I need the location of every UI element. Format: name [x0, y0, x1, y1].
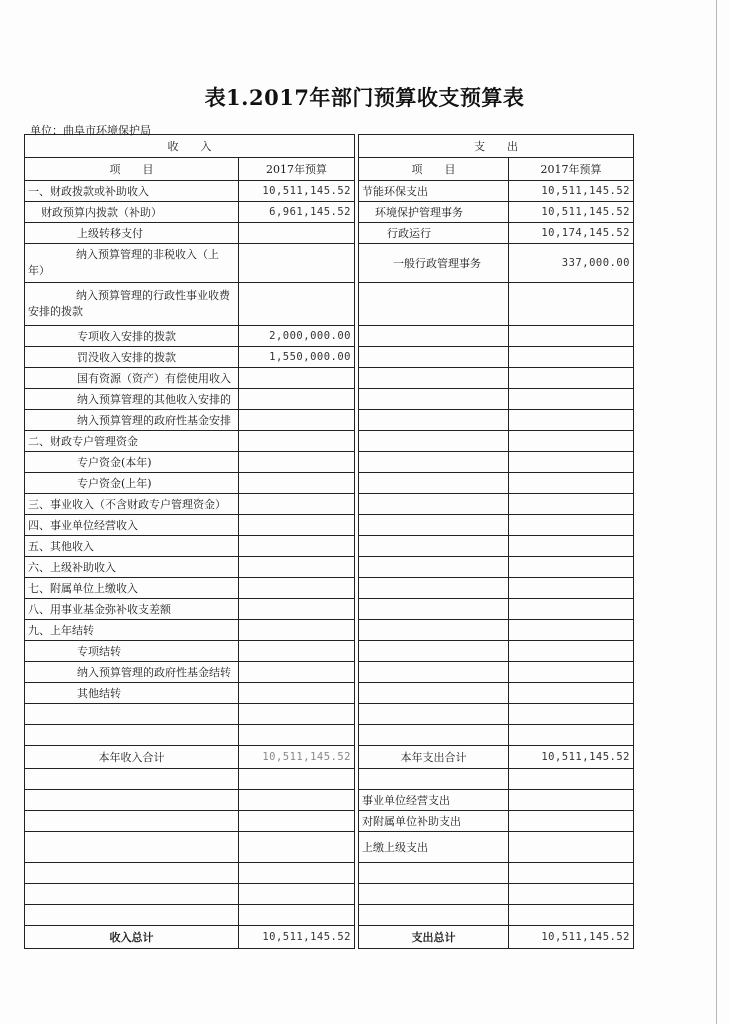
income-item-label: 二、财政专户管理资金 — [25, 431, 239, 452]
expense-extra-label: 上缴上级支出 — [359, 832, 509, 863]
income-item-label: 纳入预算管理的政府性基金安排 — [25, 410, 239, 431]
expense-item-label: 一般行政管理事务 — [359, 244, 509, 283]
expense-extra-label: 事业单位经营支出 — [359, 790, 509, 811]
income-item-value — [239, 578, 355, 599]
income-item-header: 项 目 — [25, 158, 239, 181]
header-row-columns — [25, 158, 634, 181]
table-row — [25, 599, 634, 620]
income-section-header: 收 入 — [25, 135, 355, 158]
income-item-label: 专项结转 — [25, 641, 239, 662]
table-row — [25, 410, 634, 431]
income-item-label: 专项收入安排的拨款 — [25, 326, 239, 347]
empty-row — [25, 725, 634, 746]
empty-row — [25, 905, 634, 926]
table-row — [25, 368, 634, 389]
table-row — [25, 452, 634, 473]
table-row — [25, 811, 634, 832]
income-item-value — [239, 557, 355, 578]
income-budget-header: 2017年预算 — [239, 158, 355, 181]
expense-grand-total-value: 10,511,145.52 — [509, 926, 634, 949]
table-row — [25, 620, 634, 641]
expense-year-total-label: 本年支出合计 — [359, 746, 509, 769]
table-row — [25, 326, 634, 347]
income-item-value — [239, 620, 355, 641]
income-item-label: 纳入预算管理的其他收入安排的 — [25, 389, 239, 410]
income-year-total-label: 本年收入合计 — [25, 746, 239, 769]
income-item-label: 四、事业单位经营收入 — [25, 515, 239, 536]
income-item-value: 10,511,145.52 — [239, 181, 355, 202]
income-grand-total-value: 10,511,145.52 — [239, 926, 355, 949]
budget-table — [24, 134, 634, 949]
table-row — [25, 662, 634, 683]
year-total-row — [25, 746, 634, 769]
income-item-value — [239, 536, 355, 557]
income-item-value: 6,961,145.52 — [239, 202, 355, 223]
table-row — [25, 790, 634, 811]
table-row — [25, 347, 634, 368]
income-item-label: 七、附属单位上缴收入 — [25, 578, 239, 599]
table-row — [25, 244, 634, 283]
income-item-label: 一、财政拨款或补助收入 — [25, 181, 239, 202]
income-item-label: 八、用事业基金弥补收支差额 — [25, 599, 239, 620]
table-row — [25, 431, 634, 452]
income-item-label: 九、上年结转 — [25, 620, 239, 641]
income-item-value — [239, 410, 355, 431]
income-year-total-value: 10,511,145.52 — [239, 746, 355, 769]
empty-row — [25, 704, 634, 725]
expense-item-label: 节能环保支出 — [359, 181, 509, 202]
scan-edge-line — [716, 0, 717, 1024]
table-row — [25, 832, 634, 863]
income-item-label: 国有资源（资产）有偿使用收入 — [25, 368, 239, 389]
expense-year-total-value: 10,511,145.52 — [509, 746, 634, 769]
grand-total-row — [25, 926, 634, 949]
table-row — [25, 283, 634, 326]
income-item-value — [239, 389, 355, 410]
unit-label: 单位： — [30, 124, 63, 137]
income-item-value — [239, 223, 355, 244]
income-item-value — [239, 244, 355, 283]
expense-budget-header: 2017年预算 — [509, 158, 634, 181]
income-item-label: 罚没收入安排的拨款 — [25, 347, 239, 368]
income-item-label: 其他结转 — [25, 683, 239, 704]
table-row — [25, 494, 634, 515]
expense-item-label: 环境保护管理事务 — [359, 202, 509, 223]
table-row — [25, 473, 634, 494]
table-row — [25, 641, 634, 662]
income-item-label: 纳入预算管理的非税收入（上年） — [25, 244, 239, 283]
income-item-label: 纳入预算管理的政府性基金结转 — [25, 662, 239, 683]
income-item-value — [239, 431, 355, 452]
table-row — [25, 223, 634, 244]
table-row — [25, 181, 634, 202]
expense-item-value: 10,511,145.52 — [509, 202, 634, 223]
expense-extra-label: 对附属单位补助支出 — [359, 811, 509, 832]
income-item-label: 专户资金(上年) — [25, 473, 239, 494]
expense-item-value: 10,174,145.52 — [509, 223, 634, 244]
income-item-value — [239, 683, 355, 704]
empty-row — [25, 863, 634, 884]
table-row — [25, 202, 634, 223]
table-row — [25, 536, 634, 557]
unit-value: 曲阜市环境保护局 — [63, 124, 151, 137]
expense-section-header: 支 出 — [359, 135, 634, 158]
table-row — [25, 557, 634, 578]
expense-item-label: 行政运行 — [359, 223, 509, 244]
expense-item-header: 项 目 — [359, 158, 509, 181]
income-item-value — [239, 662, 355, 683]
income-item-value: 2,000,000.00 — [239, 326, 355, 347]
income-item-value: 1,550,000.00 — [239, 347, 355, 368]
expense-empty-cell — [359, 283, 509, 326]
table-row — [25, 683, 634, 704]
page-title: 表1.2017年部门预算收支预算表 — [204, 85, 525, 110]
income-item-value — [239, 515, 355, 536]
income-item-label: 财政预算内拨款（补助） — [25, 202, 239, 223]
income-item-value — [239, 641, 355, 662]
income-item-label: 五、其他收入 — [25, 536, 239, 557]
empty-row — [25, 884, 634, 905]
expense-grand-total-label: 支出总计 — [359, 926, 509, 949]
income-item-value — [239, 283, 355, 326]
expense-empty-cell — [509, 283, 634, 326]
income-item-label: 六、上级补助收入 — [25, 557, 239, 578]
table-row — [25, 578, 634, 599]
income-item-value — [239, 599, 355, 620]
income-item-value — [239, 368, 355, 389]
income-item-value — [239, 452, 355, 473]
income-item-value — [239, 473, 355, 494]
income-item-label: 三、事业收入（不含财政专户管理资金） — [25, 494, 239, 515]
empty-row — [25, 769, 634, 790]
income-item-label: 专户资金(本年) — [25, 452, 239, 473]
income-item-value — [239, 494, 355, 515]
header-row-section — [25, 135, 634, 158]
table-row — [25, 389, 634, 410]
expense-item-value: 10,511,145.52 — [509, 181, 634, 202]
income-item-label: 纳入预算管理的行政性事业收费安排的拨款 — [25, 283, 239, 326]
income-item-label: 上级转移支付 — [25, 223, 239, 244]
table-row — [25, 515, 634, 536]
expense-item-value: 337,000.00 — [509, 244, 634, 283]
income-grand-total-label: 收入总计 — [25, 926, 239, 949]
